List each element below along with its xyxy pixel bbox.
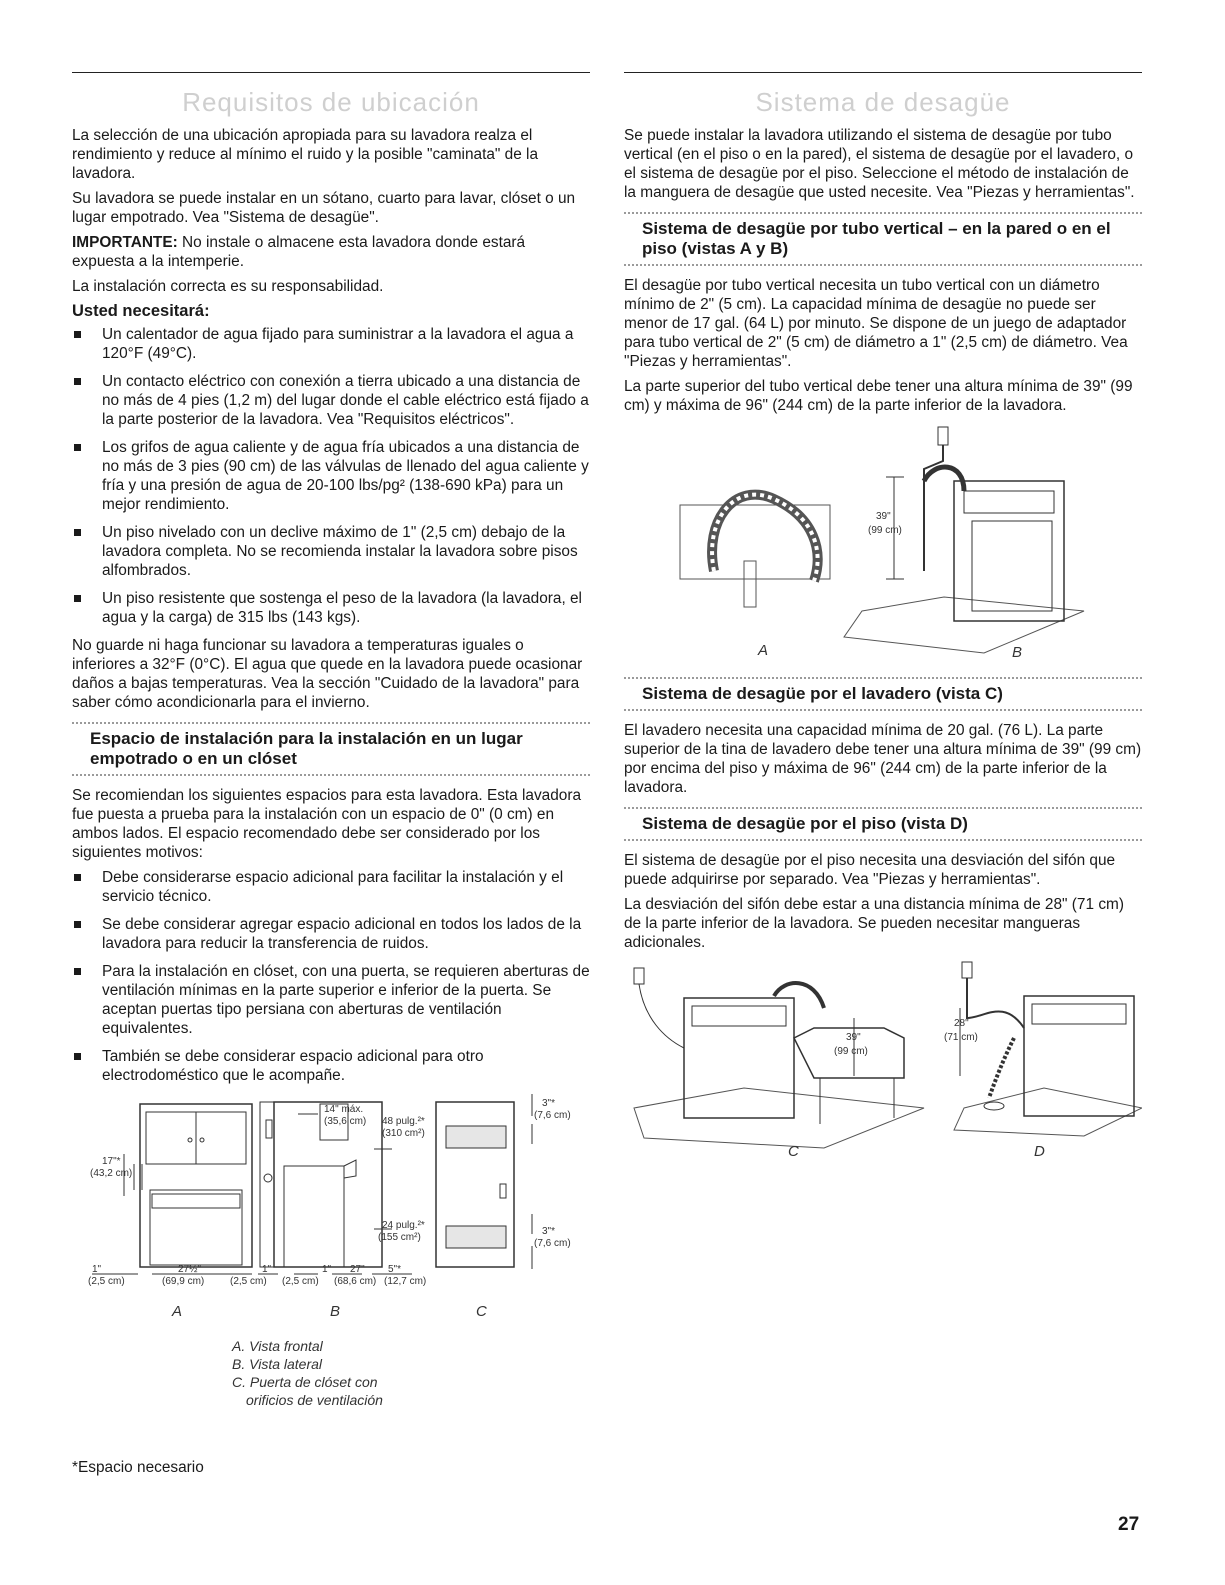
paragraph: La parte superior del tubo vertical debe tener una altura mínima de 39" (99 cm) y máxima de 96" (244 cm) de la parte inferior de la lavadora. xyxy=(624,378,1133,414)
paragraph: La selección de una ubicación apropiada para su lavadora realza el rendimiento y reduce al mínimo el ruido y la posible "caminata" de la lavadora. xyxy=(72,127,539,182)
tub-floor-diagram xyxy=(624,958,1142,1158)
page-number: 27 xyxy=(1118,1514,1140,1535)
dim-48: 48 pulg.²* xyxy=(382,1116,425,1127)
dim-b1: 1" xyxy=(262,1264,272,1275)
top-rule xyxy=(624,72,1142,73)
paragraph: Se puede instalar la lavadora utilizando el sistema de desagüe por tubo vertical (en el piso o en la pared), el sistema de desagüe por el lavadero, o el sistema de desagüe por el piso. Seleccione el método de instalación de la manguera de desagüe que usted necesite. Vea "Piezas y herramientas". xyxy=(624,127,1135,201)
standpipe-figure xyxy=(624,421,1142,671)
dim-5-cm: (12,7 cm) xyxy=(384,1276,427,1287)
dim-27-half: 27½" xyxy=(178,1264,202,1275)
installation-space-diagram xyxy=(72,1094,590,1329)
legend-item: C. Puerta de clóset con xyxy=(232,1374,378,1390)
paragraph: No guarde ni haga funcionar su lavadora a temperaturas iguales o inferiores a 32°F (0°C). El agua que quede en la lavadora puede ocasionar daños a bajas temperaturas. Vea la sección "Cuidado de la lavadora" para saber cómo acondicionarla para el invierno. xyxy=(72,637,583,711)
list-item: También se debe considerar espacio adicional para otro electrodoméstico que le acompañe. xyxy=(72,1047,590,1085)
dim-27-half-cm: (69,9 cm) xyxy=(162,1276,205,1287)
list-item: Un piso nivelado con un declive máximo de 1" (2,5 cm) debajo de la lavadora completa. No se recomienda instalar la lavadora sobre pisos alfombrados. xyxy=(72,523,590,580)
paragraph: Se recomiendan los siguientes espacios para esta lavadora. Esta lavadora fue puesta a prueba para la instalación con un espacio de 0" (0 cm) en ambos lados. El espacio recomendado debe ser considerado por los siguientes motivos: xyxy=(72,787,582,861)
paragraph: El sistema de desagüe por el piso necesita una desviación del sifón que puede adquirirse por separado. Vea "Piezas y herramientas". xyxy=(624,852,1116,888)
dim-c3a-cm: (7,6 cm) xyxy=(534,1110,571,1121)
needs-heading: Usted necesitará: xyxy=(72,302,210,320)
left-column xyxy=(72,72,590,1409)
dim-14-max: 14" máx. xyxy=(324,1104,364,1115)
dim-c39: 39" xyxy=(846,1032,861,1043)
dim-28: 28" xyxy=(954,1018,969,1029)
subheading-installation-space: Espacio de instalación para la instalación en un lugar empotrado o en un clóset xyxy=(72,722,590,776)
dim-c3b-cm: (7,6 cm) xyxy=(534,1238,571,1249)
dim-b1b-cm: (2,5 cm) xyxy=(282,1276,319,1287)
footnote: *Espacio necesario xyxy=(72,1459,204,1476)
dim-39-cm: (99 cm) xyxy=(868,525,902,536)
legend-item: orificios de ventilación xyxy=(246,1392,383,1408)
paragraph: El lavadero necesita una capacidad mínima de 20 gal. (76 L). La parte superior de la tina de lavadero debe tener una altura mínima de 39" (99 cm) por encima del piso y máxima de 96" (244 cm) de la parte inferior de la lavadora. xyxy=(624,722,1142,796)
important-text: No instale o almacene esta lavadora donde estará expuesta a la intemperie. xyxy=(72,234,526,270)
dim-17: 17"* xyxy=(102,1156,121,1167)
dim-28-cm: (71 cm) xyxy=(944,1032,978,1043)
label-a: A xyxy=(758,642,769,659)
dim-c3a: 3"* xyxy=(542,1098,556,1109)
label-a: A xyxy=(172,1303,183,1320)
top-rule xyxy=(72,72,590,73)
standpipe-diagram xyxy=(624,421,1142,671)
list-item: Un calentador de agua fijado para suministrar a la lavadora el agua a 120°F (49°C). xyxy=(72,325,590,363)
dim-b1b: 1" xyxy=(322,1264,332,1275)
tub-floor-figure xyxy=(624,958,1142,1158)
dim-27-cm: (68,6 cm) xyxy=(334,1276,377,1287)
dim-39: 39" xyxy=(876,511,891,522)
list-item: Se debe considerar agregar espacio adicional en todos los lados de la lavadora para reducir la transferencia de ruidos. xyxy=(72,915,590,953)
figure-legend xyxy=(232,1337,590,1409)
legend-item: A. Vista frontal xyxy=(232,1338,323,1354)
label-b: B xyxy=(330,1303,341,1320)
paragraph: El desagüe por tubo vertical necesita un tubo vertical con un diámetro mínimo de 2" (5 cm). La capacidad mínima de desagüe no puede ser menor de 17 gal. (64 L) por minuto. Se dispone de un juego de adaptador para tubo vertical de 2" (5 cm) de diámetro a 1" (2,5 cm) de diámetro. Vea "Piezas y herramientas". xyxy=(624,277,1128,370)
important-label: IMPORTANTE: xyxy=(72,234,178,251)
legend-item: B. Vista lateral xyxy=(232,1356,323,1372)
dim-24-cm: (155 cm²) xyxy=(378,1232,421,1243)
important-paragraph xyxy=(72,233,590,271)
dim-24: 24 pulg.²* xyxy=(382,1220,425,1231)
installation-space-figure xyxy=(72,1094,590,1409)
dim-5: 5"* xyxy=(388,1264,402,1275)
label-d: D xyxy=(1034,1143,1045,1158)
right-column xyxy=(624,72,1142,1158)
paragraph: La instalación correcta es su responsabilidad. xyxy=(72,278,384,295)
needs-list xyxy=(72,325,590,627)
dim-c39-cm: (99 cm) xyxy=(834,1046,868,1057)
dim-1-cm: (2,5 cm) xyxy=(88,1276,125,1287)
list-item: Los grifos de agua caliente y de agua fría ubicados a una distancia de no más de 3 pies (90 cm) de las válvulas de llenado del agua caliente y fría y una presión de agua de 20-100 lbs/pg² (138-690 kPa) para un mejor rendimiento. xyxy=(72,438,590,514)
section-title-location: Requisitos de ubicación xyxy=(182,87,480,117)
label-c: C xyxy=(476,1303,487,1320)
paragraph: Su lavadora se puede instalar en un sótano, cuarto para lavar, clóset o un lugar empotrado. Vea "Sistema de desagüe". xyxy=(72,190,576,226)
reasons-list xyxy=(72,868,590,1085)
dim-c3b: 3"* xyxy=(542,1226,556,1237)
paragraph: La desviación del sifón debe estar a una distancia mínima de 28" (71 cm) de la parte inferior de la lavadora. Se pueden necesitar mangueras adicionales. xyxy=(624,896,1124,951)
list-item: Debe considerarse espacio adicional para facilitar la instalación y el servicio técnico. xyxy=(72,868,590,906)
label-b: B xyxy=(1012,644,1023,661)
dim-17-cm: (43,2 cm) xyxy=(90,1168,133,1179)
subheading-floor-drain: Sistema de desagüe por el piso (vista D) xyxy=(624,807,1142,841)
dim-14-cm: (35,6 cm) xyxy=(324,1116,367,1127)
dim-1: 1" xyxy=(92,1264,102,1275)
list-item: Un contacto eléctrico con conexión a tierra ubicado a una distancia de no más de 4 pies (1,2 m) del lugar donde el cable eléctrico está fijado a la parte posterior de la lavadora. Vea "Requisitos eléctricos". xyxy=(72,372,590,429)
dim-48-cm: (310 cm²) xyxy=(382,1128,425,1139)
section-title-drain: Sistema de desagüe xyxy=(755,87,1011,117)
dim-27: 27" xyxy=(350,1264,365,1275)
subheading-laundry-tub: Sistema de desagüe por el lavadero (vista C) xyxy=(624,677,1142,711)
subheading-standpipe: Sistema de desagüe por tubo vertical – en la pared o en el piso (vistas A y B) xyxy=(624,212,1142,266)
list-item: Para la instalación en clóset, con una puerta, se requieren aberturas de ventilación mínimas en la parte superior e inferior de la puerta. Se aceptan puertas tipo persiana con aberturas de ventilación equivalentes. xyxy=(72,962,590,1038)
dim-b1-cm: (2,5 cm) xyxy=(230,1276,267,1287)
label-c: C xyxy=(788,1143,799,1158)
list-item: Un piso resistente que sostenga el peso de la lavadora (la lavadora, el agua y la carga) de 315 lbs (143 kgs). xyxy=(72,589,590,627)
